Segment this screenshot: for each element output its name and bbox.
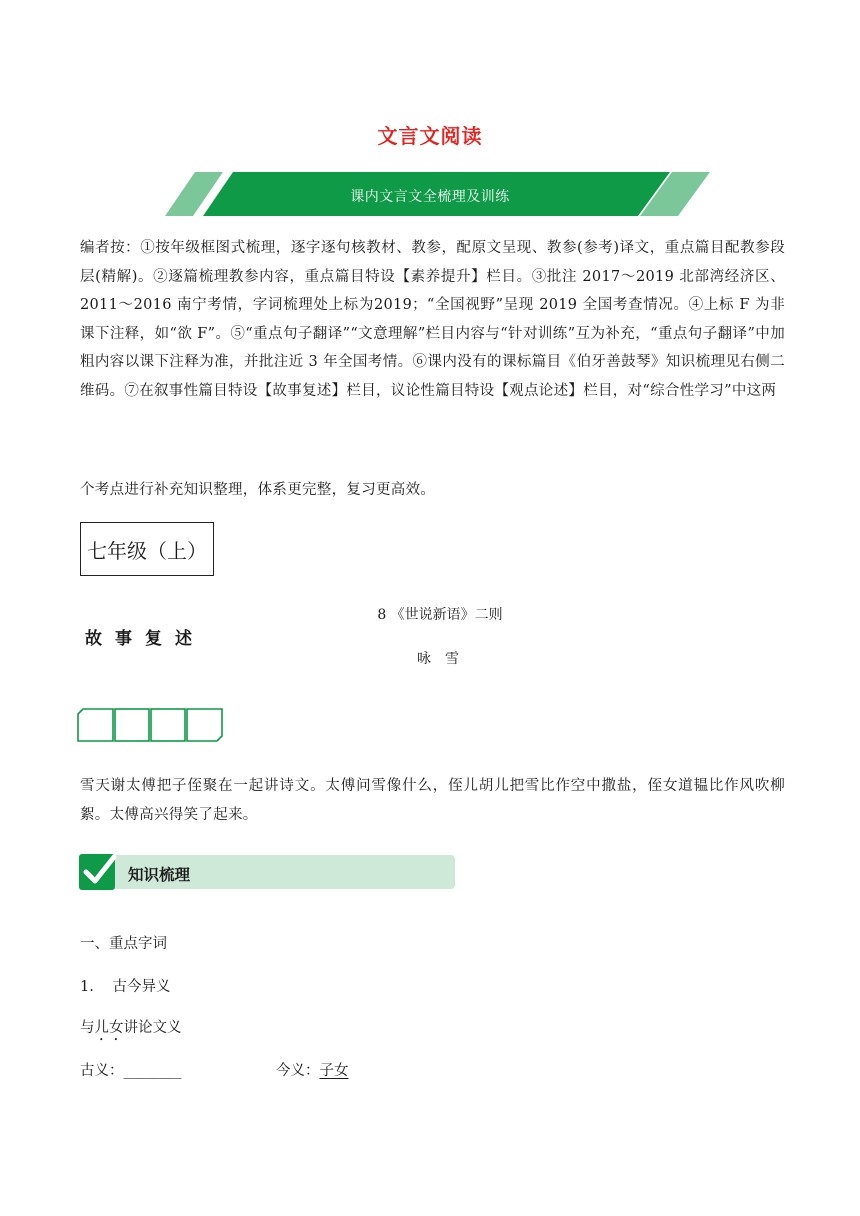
modern-value: 子女: [319, 1063, 349, 1079]
example-sentence: [80, 1016, 182, 1044]
story-text: 雪天谢太傅把子侄聚在一起讲诗文。太傅问雪像什么，侄儿胡儿把雪比作空中撒盐，侄女道韫比作风吹柳絮。太傅高兴得笑了起来。: [80, 778, 785, 823]
empty-tag-boxes: [77, 708, 223, 742]
editor-note: 编者按：①按年级框图式梳理，逐字逐句核教材、教参，配原文呈现、教参(参考)译文，重点篇目配教参段层(精解)。②逐篇梳理教参内容，重点篇目特设【素养提升】栏目。③批注 2017～2019 北部湾经济区、2011～2016 南宁考情，字词梳理处上标为2019；“全国视野”呈现 2019 全国考查情况。④上标 F 为非课下注释，如“欲 F”。⑤“重点句子翻译”“文意理解”栏目内容与“针对训练”互为补充，“重点句子翻译”中加粗内容以课下注释为准，并批注近 3 年全国考情。⑥课内没有的课标篇目《伯牙善鼓琴》知识梳理见右侧二维码。⑦在叙事性篇目特设【故事复述】栏目，议论性篇目特设【观点论述】栏目，对“综合性学习”中这两: [80, 240, 785, 399]
story-retell-label: 故事复述: [85, 629, 205, 649]
ancient-meaning: [80, 1059, 182, 1080]
tag-box-4: [187, 709, 222, 741]
item-number: 1.: [80, 979, 94, 995]
grade-label: 七年级（上）: [87, 538, 207, 563]
lesson-subtitle: 咏雪: [417, 651, 473, 667]
ancient-label: 古义：: [80, 1063, 124, 1079]
page-title: 文言文阅读: [377, 124, 483, 148]
tag-box-3: [151, 709, 185, 741]
knowledge-label: 知识梳理: [128, 866, 191, 884]
editor-note-continued: 个考点进行补充知识整理，体系更完整，复习更高效。: [80, 482, 436, 498]
section-key-words: 一、重点字词: [80, 936, 167, 952]
tag-box-1: [78, 709, 113, 741]
item-title: 古今异义: [112, 979, 171, 995]
grade-box: [80, 522, 214, 576]
item-heading: [80, 975, 170, 996]
tag-box-2: [115, 709, 149, 741]
example-keyword: 儿女: [94, 1020, 124, 1036]
banner-text: 课内文言文全梳理及训练: [350, 189, 510, 205]
example-text-post: 讲论文义: [123, 1020, 182, 1036]
example-text-pre: 与: [80, 1020, 95, 1036]
modern-label: 今义：: [276, 1063, 320, 1079]
ancient-blank[interactable]: ________: [123, 1063, 182, 1079]
lesson-title: 8 《世说新语》二则: [377, 607, 503, 623]
modern-meaning: [276, 1059, 349, 1080]
